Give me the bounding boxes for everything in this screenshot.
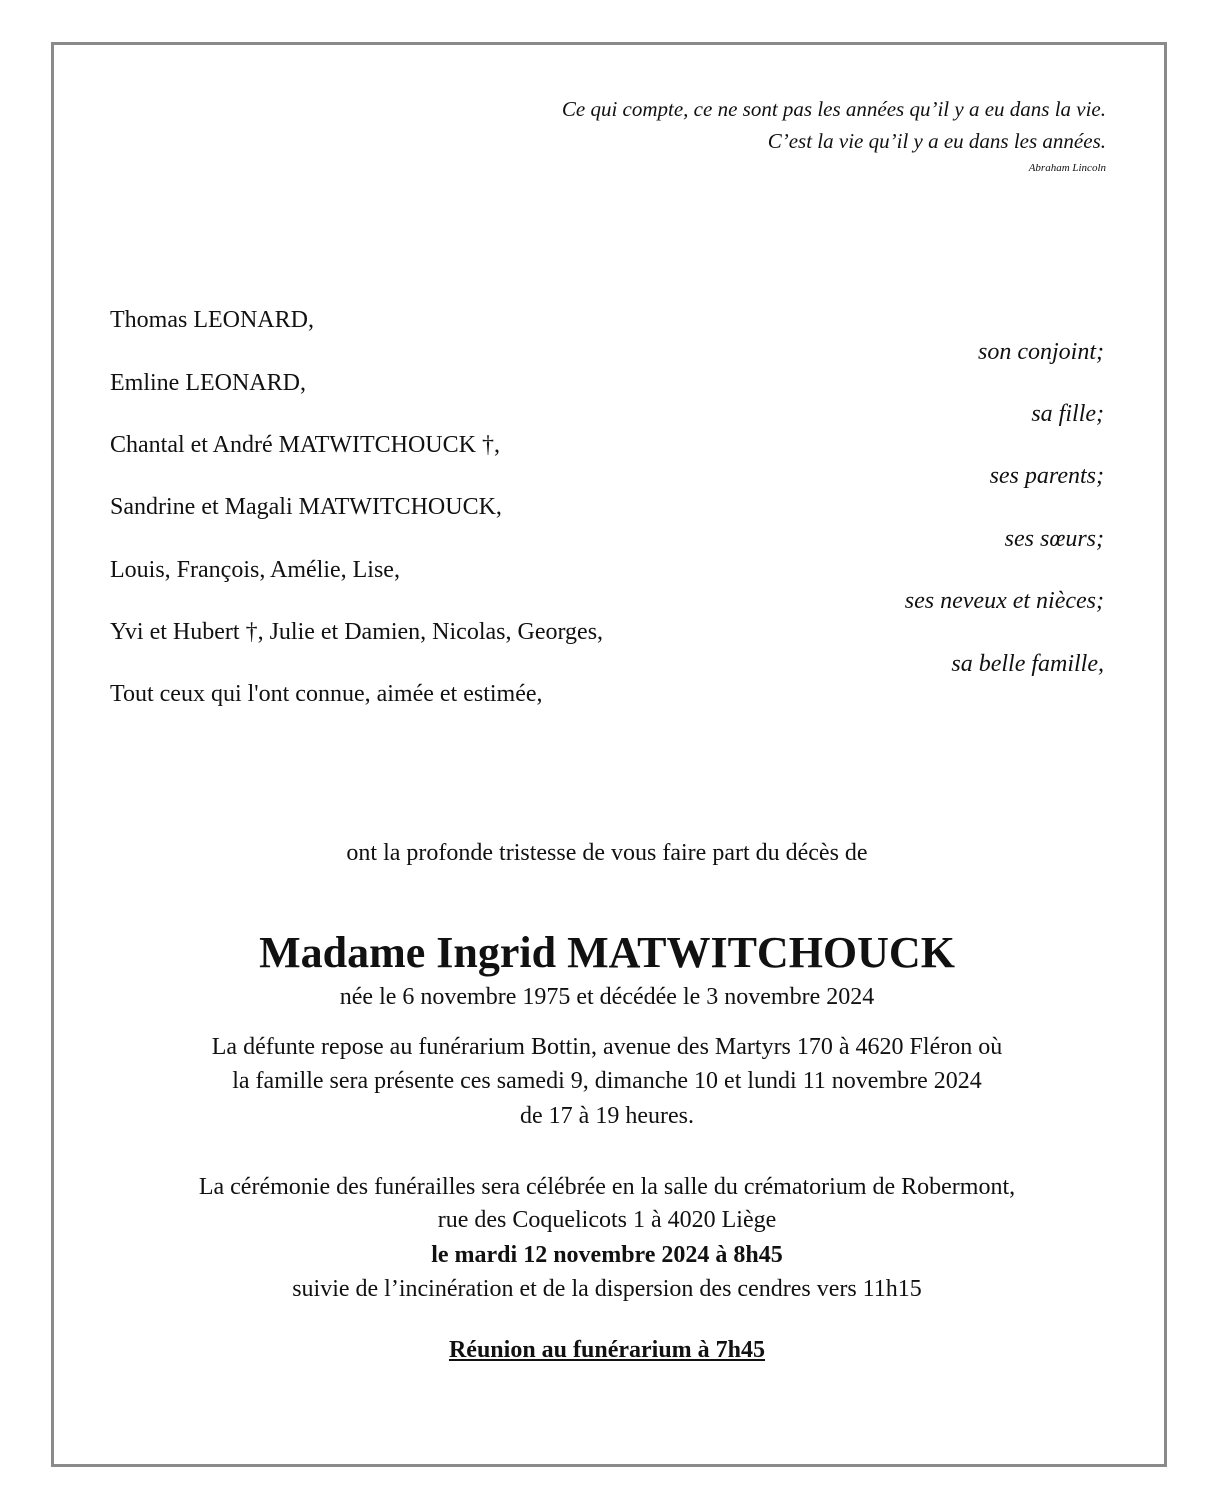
quote-line-1: Ce qui compte, ce ne sont pas les années qu’il y a eu dans la vie.: [561, 97, 1106, 121]
deceased-name: Madame Ingrid MATWITCHOUCK: [259, 928, 955, 977]
family-relation-1: son conjoint;: [978, 339, 1104, 365]
family-name-4: Sandrine et Magali MATWITCHOUCK,: [110, 494, 502, 520]
family-name-7: Tout ceux qui l'ont connue, aimée et estimée,: [110, 681, 543, 707]
family-name-2: Emline LEONARD,: [110, 370, 306, 396]
family-relation-2: sa fille;: [1031, 401, 1104, 427]
family-name-3: Chantal et André MATWITCHOUCK †,: [110, 432, 500, 458]
quote-line-2: C’est la vie qu’il y a eu dans les années.: [767, 129, 1106, 153]
family-relation-5: ses neveux et nièces;: [904, 588, 1104, 614]
deceased-dates: née le 6 novembre 1975 et décédée le 3 novembre 2024: [339, 984, 875, 1010]
meeting-notice: Réunion au funérarium à 7h45: [448, 1337, 766, 1363]
visitation-line-2: la famille sera présente ces samedi 9, dimanche 10 et lundi 11 novembre 2024: [232, 1068, 982, 1094]
ceremony-line-4: suivie de l’incinération et de la dispersion des cendres vers 11h15: [292, 1276, 922, 1302]
family-name-1: Thomas LEONARD,: [110, 307, 314, 333]
family-name-5: Louis, François, Amélie, Lise,: [110, 557, 400, 583]
ceremony-date-time: le mardi 12 novembre 2024 à 8h45: [431, 1242, 783, 1268]
visitation-line-1: La défunte repose au funérarium Bottin, avenue des Martyrs 170 à 4620 Fléron où: [211, 1034, 1003, 1060]
family-relation-3: ses parents;: [989, 463, 1104, 489]
ceremony-line-1: La cérémonie des funérailles sera célébrée en la salle du crématorium de Robermont,: [198, 1174, 1016, 1200]
visitation-line-3: de 17 à 19 heures.: [520, 1103, 694, 1129]
family-name-6: Yvi et Hubert †, Julie et Damien, Nicolas, Georges,: [110, 619, 604, 645]
quote-author: Abraham Lincoln: [1028, 162, 1106, 174]
announcement: ont la profonde tristesse de vous faire part du décès de: [346, 840, 868, 866]
family-relation-4: ses sœurs;: [1004, 526, 1104, 552]
ceremony-line-2: rue des Coquelicots 1 à 4020 Liège: [437, 1207, 777, 1233]
family-relation-6: sa belle famille,: [951, 651, 1104, 677]
